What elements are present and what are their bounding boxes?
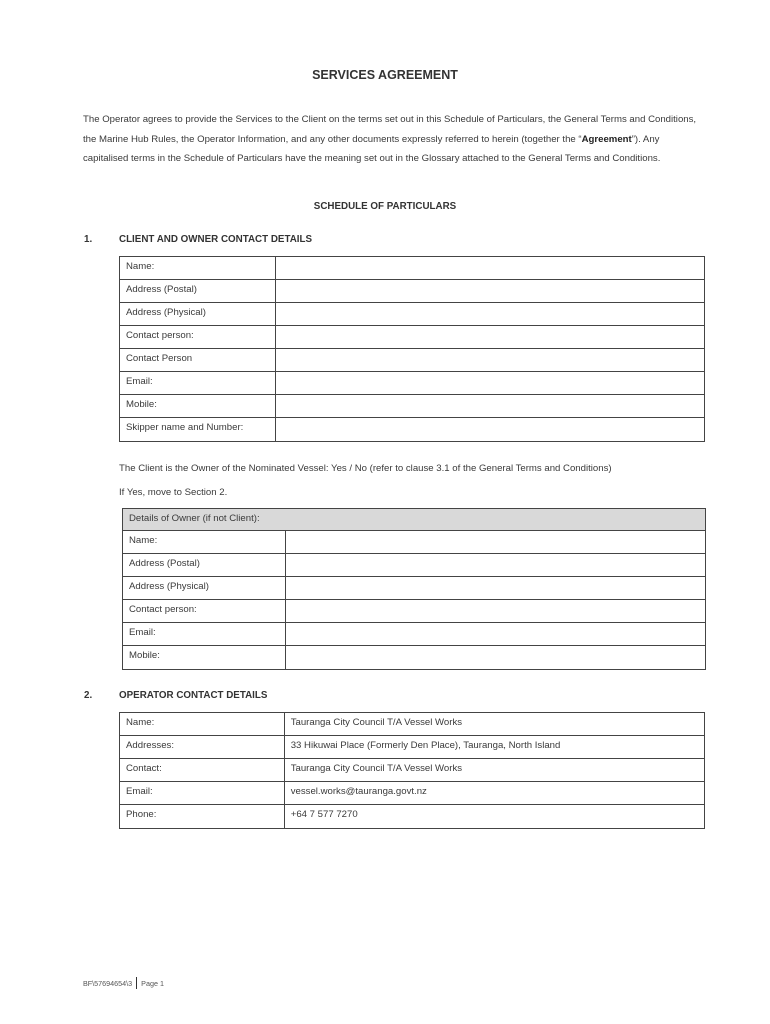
row-label: Phone: xyxy=(120,805,285,829)
row-label: Contact: xyxy=(120,759,285,782)
row-value-field[interactable] xyxy=(275,349,704,372)
table-row xyxy=(120,326,705,349)
row-value-field[interactable] xyxy=(285,531,705,554)
footer-divider xyxy=(136,977,137,989)
operator-details-table xyxy=(119,712,705,829)
row-value: Tauranga City Council T/A Vessel Works xyxy=(284,759,704,782)
row-value-field[interactable] xyxy=(285,646,705,670)
page-footer xyxy=(83,977,164,989)
section1-title: CLIENT AND OWNER CONTACT DETAILS xyxy=(119,234,313,245)
table-row xyxy=(120,395,705,418)
table-row xyxy=(120,372,705,395)
row-label: Address (Postal) xyxy=(123,554,286,577)
table-row xyxy=(120,280,705,303)
table-row xyxy=(123,646,706,670)
table-row xyxy=(120,418,705,442)
table-row xyxy=(123,600,706,623)
table-row xyxy=(123,531,706,554)
row-label: Name: xyxy=(120,713,285,736)
row-label: Mobile: xyxy=(123,646,286,670)
row-label: Name: xyxy=(120,257,276,280)
row-value-field[interactable] xyxy=(285,623,705,646)
section2-number: 2. xyxy=(84,690,93,701)
client-details-table xyxy=(119,256,705,442)
table-row xyxy=(120,736,705,759)
row-label: Contact person: xyxy=(120,326,276,349)
row-value-field[interactable] xyxy=(275,303,704,326)
row-value-field[interactable] xyxy=(285,577,705,600)
row-value-field[interactable] xyxy=(275,326,704,349)
intro-paragraph xyxy=(83,110,698,169)
table-header-row xyxy=(123,509,706,531)
table-row xyxy=(120,782,705,805)
email-link[interactable]: vessel.works@tauranga.govt.nz xyxy=(284,782,704,805)
row-value-field[interactable] xyxy=(275,395,704,418)
row-label: Skipper name and Number: xyxy=(120,418,276,442)
row-label: Address (Physical) xyxy=(123,577,286,600)
row-label: Address (Postal) xyxy=(120,280,276,303)
row-label: Email: xyxy=(123,623,286,646)
owner-table-header: Details of Owner (if not Client): xyxy=(123,509,706,531)
row-label: Email: xyxy=(120,782,285,805)
page-number: Page 1 xyxy=(141,978,164,988)
row-value-field[interactable] xyxy=(275,257,704,280)
table-row xyxy=(120,713,705,736)
row-value-field[interactable] xyxy=(285,554,705,577)
intro-text-2: ”). Any capitalised terms in the Schedule of Particulars have the meaning set out in the Glossary attached to the General Terms and Conditions. xyxy=(83,133,661,165)
row-value-field[interactable] xyxy=(275,372,704,395)
row-label: Email: xyxy=(120,372,276,395)
row-label: Name: xyxy=(123,531,286,554)
document-reference: BF\57694654\3 xyxy=(83,978,133,988)
intro-bold-term: Agreement xyxy=(581,133,632,145)
owner-details-table xyxy=(122,508,706,670)
section1-number: 1. xyxy=(84,234,93,245)
section2-title: OPERATOR CONTACT DETAILS xyxy=(119,690,268,701)
row-value-field[interactable] xyxy=(275,418,704,442)
row-value-field[interactable] xyxy=(275,280,704,303)
intro-text-1: The Operator agrees to provide the Services to the Client on the terms set out in this Schedule of Particulars, the General Terms and Conditions, the Marine Hub Rules, the Operator Information, and any other documents expressly referred to herein (together the “ xyxy=(83,114,697,145)
row-value: +64 7 577 7270 xyxy=(284,805,704,829)
owner-statement: The Client is the Owner of the Nominated Vessel: Yes / No (refer to clause 3.1 of the General Terms and Conditions) xyxy=(119,463,612,474)
row-value-field[interactable] xyxy=(285,600,705,623)
row-label: Mobile: xyxy=(120,395,276,418)
table-row xyxy=(123,554,706,577)
if-yes-note: If Yes, move to Section 2. xyxy=(119,487,228,498)
table-row xyxy=(120,303,705,326)
table-row xyxy=(120,349,705,372)
table-row xyxy=(120,759,705,782)
table-row xyxy=(120,805,705,829)
schedule-heading: SCHEDULE OF PARTICULARS xyxy=(313,201,457,212)
row-label: Contact Person xyxy=(120,349,276,372)
row-value: Tauranga City Council T/A Vessel Works xyxy=(284,713,704,736)
row-label: Address (Physical) xyxy=(120,303,276,326)
table-row xyxy=(123,577,706,600)
document-title: SERVICES AGREEMENT xyxy=(312,68,458,82)
row-value: 33 Hikuwai Place (Formerly Den Place), Tauranga, North Island xyxy=(284,736,704,759)
row-label: Contact person: xyxy=(123,600,286,623)
table-row xyxy=(123,623,706,646)
table-row xyxy=(120,257,705,280)
row-label: Addresses: xyxy=(120,736,285,759)
